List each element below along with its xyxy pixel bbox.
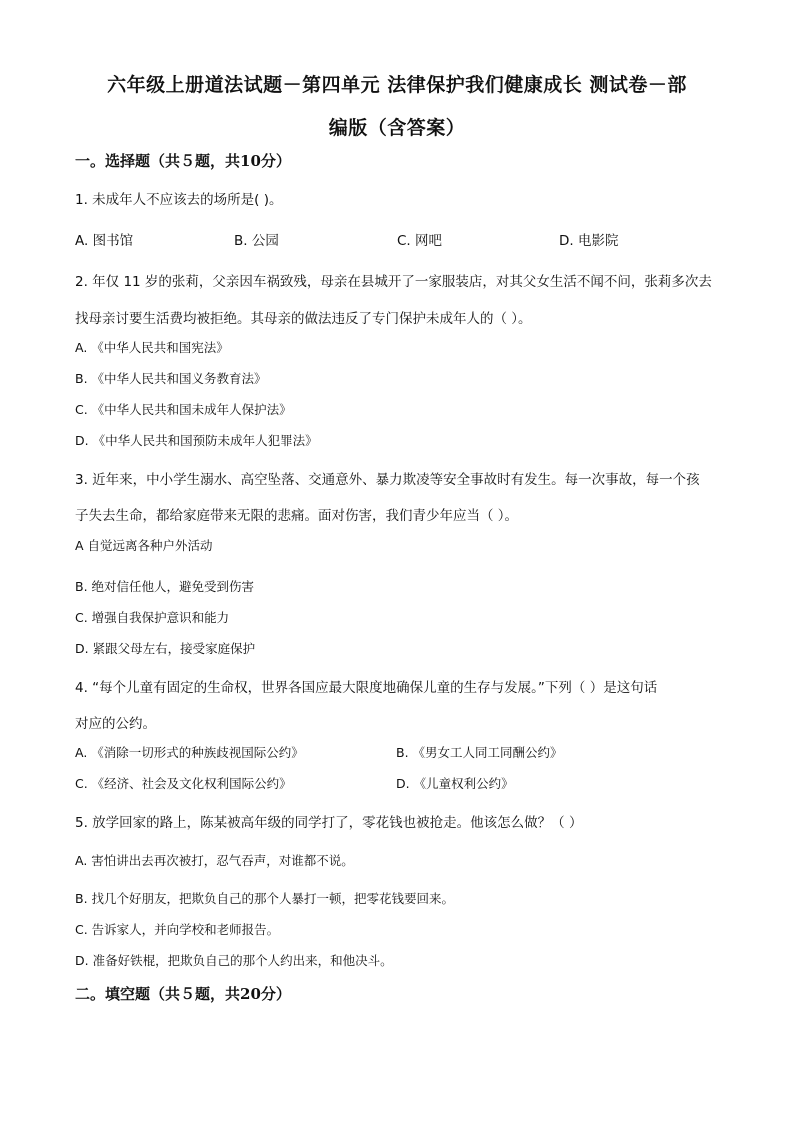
doc-title-line1: 六年级上册道法试题－第四单元 法律保护我们健康成长 测试卷－部	[107, 74, 687, 96]
q3-stem-line2: 子失去生命，都给家庭带来无限的悲痛。面对伤害，我们青少年应当（ ）。	[75, 508, 519, 524]
q1-option-d: D. 电影院	[559, 233, 619, 249]
q4-option-c: C. 《经济、社会及文化权利国际公约》	[75, 776, 292, 791]
q3-stem-line1: 3. 近年来，中小学生溺水、高空坠落、交通意外、暴力欺凌等安全事故时有发生。每一次事故，每一个孩	[75, 472, 700, 488]
q2-option-a: A. 《中华人民共和国宪法》	[75, 340, 229, 355]
q4-option-b: B. 《男女工人同工同酬公约》	[396, 745, 563, 760]
q3-option-c: C. 增强自我保护意识和能力	[75, 610, 230, 625]
q2-option-d: D. 《中华人民共和国预防未成年人犯罪法》	[75, 433, 318, 448]
q5-stem: 5. 放学回家的路上，陈某被高年级的同学打了，零花钱也被抢走。他该怎么做？（ ）	[75, 815, 583, 831]
q4-stem-line1: 4. “每个儿童有固定的生命权，世界各国应最大限度地确保儿童的生存与发展。”下列（ ）是这句话	[75, 680, 658, 696]
q1-option-b: B. 公园	[234, 233, 279, 249]
q5-option-c: C. 告诉家人，并向学校和老师报告。	[75, 922, 280, 937]
q5-option-b: B. 找几个好朋友，把欺负自己的那个人暴打一顿，把零花钱要回来。	[75, 891, 455, 906]
q1-stem: 1. 未成年人不应该去的场所是( )。	[75, 192, 283, 208]
q4-option-a: A. 《消除一切形式的种族歧视国际公约》	[75, 745, 304, 760]
q3-option-a: A 自觉远离各种户外活动	[75, 538, 213, 553]
q2-option-c: C. 《中华人民共和国未成年人保护法》	[75, 402, 292, 417]
q2-stem-line2: 找母亲讨要生活费均被拒绝。其母亲的做法违反了专门保护未成年人的（ ）。	[75, 311, 532, 327]
section-heading-choice: 一。选择题（共５题，共10分）	[75, 152, 291, 170]
q4-option-d: D. 《儿童权利公约》	[396, 776, 514, 791]
q3-option-d: D. 紧跟父母左右，接受家庭保护	[75, 641, 256, 656]
q2-stem-line1: 2. 年仅 11 岁的张莉，父亲因车祸致残，母亲在县城开了一家服装店，对其父女生活不闻不问，张莉多次去	[75, 274, 712, 290]
doc-title-line2: 编版（含答案）	[328, 117, 466, 139]
q2-option-b: B. 《中华人民共和国义务教育法》	[75, 371, 267, 386]
q1-option-a: A. 图书馆	[75, 233, 134, 249]
q4-stem-line2: 对应的公约。	[75, 716, 156, 732]
q3-option-b: B. 绝对信任他人，避免受到伤害	[75, 579, 255, 594]
section-heading-fill: 二。填空题（共５题，共20分）	[75, 985, 291, 1003]
q1-option-c: C. 网吧	[397, 233, 443, 249]
q5-option-d: D. 准备好铁棍，把欺负自己的那个人约出来，和他决斗。	[75, 953, 393, 968]
q5-option-a: A. 害怕讲出去再次被打，忍气吞声，对谁都不说。	[75, 853, 354, 868]
